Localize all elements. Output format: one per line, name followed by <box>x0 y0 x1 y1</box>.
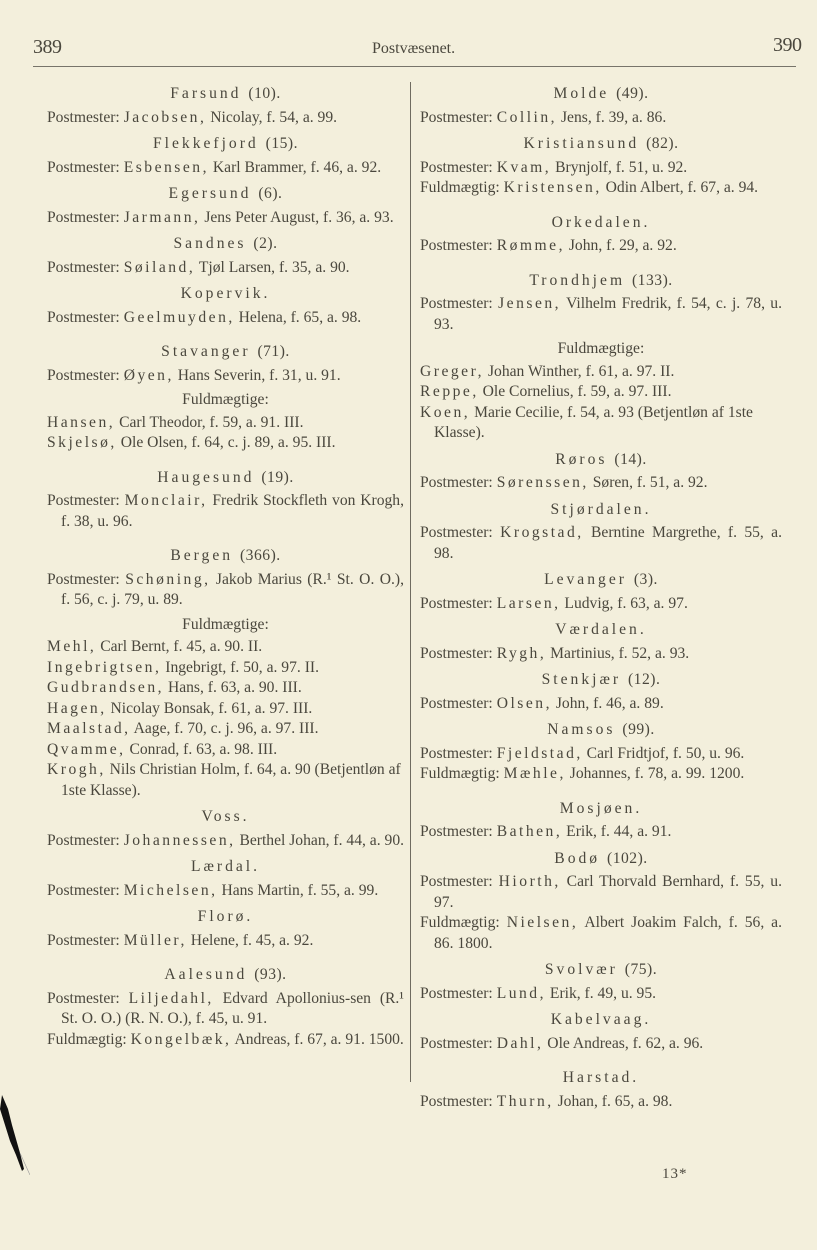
place-count: (14). <box>614 450 647 468</box>
surname: Ingebrigtsen, <box>47 658 162 676</box>
staff-entry <box>47 308 404 329</box>
post-office-section <box>420 799 782 843</box>
place-name: Orkedalen. <box>551 213 651 231</box>
right-column <box>420 84 782 1118</box>
entry-details: Jens Peter August, f. 36, a. 93. <box>200 208 394 226</box>
staff-entry <box>47 931 404 952</box>
role-label: Postmester: <box>47 570 120 588</box>
place-heading <box>420 570 782 591</box>
place-count: (133). <box>631 271 673 289</box>
place-count: (19). <box>261 468 294 486</box>
surname: Jensen, <box>498 295 562 312</box>
clerk-entry <box>47 740 404 761</box>
place-heading <box>47 84 404 105</box>
entry-details: Erik, f. 44, a. 91. <box>562 823 672 840</box>
place-heading <box>47 807 404 828</box>
role-label: Fuldmægtig: <box>420 179 500 196</box>
post-office-section <box>420 1068 782 1112</box>
post-office-section <box>47 284 404 328</box>
subheading-clerks: Fuldmægtige: <box>182 615 269 633</box>
place-heading <box>420 960 782 981</box>
role-label: Postmester: <box>420 694 493 712</box>
clerk-entry <box>47 637 404 658</box>
column-divider <box>410 82 411 1082</box>
entry-details: Carl Thorvald Bernhard, f. 55, u. 97. <box>434 873 783 911</box>
place-count: (366). <box>239 547 281 564</box>
post-office-section <box>420 500 782 565</box>
staff-entry <box>47 208 404 229</box>
post-office-section <box>47 134 404 178</box>
role-label: Postmester: <box>420 1092 493 1110</box>
clerk-entry <box>47 433 404 454</box>
role-label: Fuldmægtig: <box>47 1030 127 1048</box>
entry-details: Conrad, f. 63, a. 98. III. <box>125 740 278 758</box>
place-name: Voss. <box>201 808 250 825</box>
entry-details: Berntine Margrethe, f. 55, a. 98. <box>434 524 782 562</box>
place-name: Stavanger <box>161 343 251 360</box>
surname: Dahl, <box>496 1034 544 1052</box>
place-heading <box>420 1068 782 1089</box>
entry-details: Marie Cecilie, f. 54, a. 93 (Betjentløn af 1ste Klasse). <box>434 403 753 441</box>
header-rule <box>33 66 796 67</box>
entry-details: Carl Fridtjof, f. 50, u. 96. <box>582 744 745 762</box>
staff-entry <box>420 178 782 199</box>
place-heading <box>47 546 404 567</box>
place-heading <box>420 1010 782 1031</box>
role-label: Postmester: <box>47 931 120 949</box>
role-label: Postmester: <box>420 744 493 762</box>
place-count: (12). <box>627 671 661 688</box>
subheading-clerks: Fuldmægtige: <box>557 340 645 357</box>
entry-details: Brynjolf, f. 51, u. 92. <box>551 158 688 176</box>
place-heading <box>47 134 404 155</box>
role-label: Postmester: <box>420 823 493 840</box>
staff-entry <box>420 1034 782 1055</box>
surname: Krogstad, <box>500 524 584 541</box>
surname: Thurn, <box>496 1092 554 1110</box>
surname: Hagen, <box>47 699 107 717</box>
role-label: Postmester: <box>47 989 120 1007</box>
entry-details: Ole Andreas, f. 62, a. 96. <box>543 1034 704 1052</box>
place-heading <box>47 907 404 928</box>
place-name: Florø. <box>197 908 254 925</box>
role-label: Postmester: <box>420 237 493 254</box>
place-count: (10). <box>248 85 281 102</box>
role-label: Fuldmægtig: <box>420 765 500 782</box>
post-office-section <box>47 857 404 901</box>
entry-details: Ludvig, f. 63, a. 97. <box>560 594 688 612</box>
place-count: (3). <box>633 571 658 588</box>
entry-details: Johannes, f. 78, a. 99. 1200. <box>565 765 745 782</box>
staff-entry <box>47 158 404 179</box>
surname: Sørenssen, <box>496 474 589 491</box>
surname: Rømme, <box>496 237 565 254</box>
page-number-left: 389 <box>33 36 62 58</box>
entry-details: Søren, f. 51, a. 92. <box>588 474 708 491</box>
place-count: (99). <box>622 721 655 738</box>
place-heading <box>420 670 782 691</box>
surname: Liljedahl, <box>128 989 214 1007</box>
post-office-section <box>420 271 782 444</box>
entry-details: Carl Bernt, f. 45, a. 90. II. <box>96 638 263 655</box>
surname: Jarmann, <box>123 208 201 226</box>
post-office-section <box>47 807 404 851</box>
staff-entry <box>47 570 404 611</box>
place-heading <box>47 342 404 363</box>
surname: Mæhle, <box>503 765 566 782</box>
surname: Lund, <box>496 984 547 1002</box>
entry-details: Nicolay, f. 54, a. 99. <box>206 108 338 126</box>
place-name: Bergen <box>170 547 234 564</box>
role-label: Postmester: <box>47 258 120 276</box>
place-count: (71). <box>257 343 290 360</box>
place-name: Mosjøen. <box>559 799 643 817</box>
entry-details: Karl Brammer, f. 46, a. 92. <box>208 158 382 176</box>
clerk-entry <box>420 403 782 444</box>
role-label: Postmester: <box>420 158 493 176</box>
surname: Gudbrandsen, <box>47 679 165 696</box>
place-heading <box>420 849 782 870</box>
staff-entry <box>420 822 782 843</box>
post-office-section <box>47 184 404 228</box>
staff-entry <box>420 523 782 564</box>
post-office-section <box>47 84 404 128</box>
entry-details: Nicolay Bonsak, f. 61, a. 97. III. <box>106 699 313 717</box>
post-office-section <box>47 342 404 454</box>
role-label: Postmester: <box>420 984 493 1002</box>
place-heading <box>420 620 782 641</box>
surname: Larsen, <box>496 594 561 612</box>
staff-entry <box>47 366 404 387</box>
staff-entry <box>420 872 782 913</box>
surname: Øyen, <box>123 366 174 384</box>
role-label: Postmester: <box>420 594 493 612</box>
place-count: (82). <box>646 135 679 152</box>
entry-details: Aage, f. 70, c. j. 96, a. 97. III. <box>130 720 319 737</box>
entry-details: Berthel Johan, f. 44, a. 90. <box>235 831 405 849</box>
surname: Bathen, <box>496 823 563 840</box>
entry-details: Hans, f. 63, a. 90. III. <box>164 679 302 696</box>
place-heading <box>420 271 782 292</box>
place-name: Værdalen. <box>555 621 647 638</box>
surname: Koen, <box>420 403 471 421</box>
role-label: Postmester: <box>47 881 120 899</box>
surname: Qvamme, <box>47 740 126 758</box>
surname: Geelmuyden, <box>123 308 235 326</box>
place-name: Flekkefjord <box>152 135 259 152</box>
surname: Collin, <box>496 108 558 126</box>
entry-details: Johan Winther, f. 61, a. 97. II. <box>484 362 675 380</box>
clerk-entry <box>47 719 404 740</box>
surname: Maalstad, <box>47 720 131 737</box>
staff-entry <box>420 236 782 257</box>
staff-entry <box>47 108 404 129</box>
page-header <box>33 30 802 70</box>
place-name: Svolvær <box>544 961 618 978</box>
place-count: (2). <box>253 235 278 252</box>
entry-details: Odin Albert, f. 67, a. 94. <box>601 179 759 196</box>
post-office-section <box>47 468 404 533</box>
role-label: Postmester: <box>47 158 120 176</box>
role-label: Postmester: <box>420 524 493 541</box>
entry-details: Andreas, f. 67, a. 91. 1500. <box>231 1030 404 1048</box>
place-name: Egersund <box>168 185 252 202</box>
surname: Kvam, <box>496 158 552 176</box>
clerk-entry <box>47 658 404 679</box>
entry-details: Vilhelm Fredrik, f. 54, c. j. 78, u. 93. <box>434 295 783 333</box>
role-label: Postmester: <box>420 644 493 662</box>
surname: Krogh, <box>47 761 106 778</box>
entry-details: Martinius, f. 52, a. 93. <box>546 644 690 662</box>
surname: Hansen, <box>47 413 116 431</box>
entry-details: Hans Martin, f. 55, a. 99. <box>217 881 379 899</box>
role-label: Postmester: <box>47 492 120 509</box>
post-office-section <box>420 1010 782 1054</box>
role-label: Fuldmægtig: <box>420 914 500 931</box>
entry-details: Ingebrigt, f. 50, a. 97. II. <box>161 658 319 676</box>
surname: Kongelbæk, <box>130 1030 232 1048</box>
clerk-entry <box>47 760 404 801</box>
staff-entry <box>47 989 404 1030</box>
place-name: Kristiansund <box>523 135 640 152</box>
place-count: (15). <box>265 135 299 152</box>
subheading-clerks: Fuldmægtige: <box>182 391 269 408</box>
surname: Greger, <box>420 362 485 380</box>
place-heading <box>47 468 404 489</box>
surname: Olsen, <box>496 694 552 712</box>
post-office-section <box>420 450 782 494</box>
role-label: Postmester: <box>47 366 120 384</box>
surname: Skjelsø, <box>47 434 117 451</box>
place-name: Bodø <box>554 849 601 867</box>
entry-details: Ole Olsen, f. 64, c. j. 89, a. 95. III. <box>116 434 336 451</box>
place-count: (6). <box>258 185 283 202</box>
place-name: Lærdal. <box>190 858 261 875</box>
entry-details: Albert Joakim Falch, f. 56, a. 86. 1800. <box>434 914 782 952</box>
staff-entry <box>47 258 404 279</box>
post-office-section <box>420 849 782 955</box>
post-office-section <box>420 960 782 1004</box>
surname: Rygh, <box>496 644 547 662</box>
entry-details: Carl Theodor, f. 59, a. 91. III. <box>115 413 304 431</box>
surname: Søiland, <box>123 258 196 276</box>
place-name: Molde <box>553 85 610 102</box>
post-office-section <box>420 570 782 614</box>
post-office-section <box>420 620 782 664</box>
surname: Johannessen, <box>123 831 236 849</box>
place-name: Kopervik. <box>180 285 271 302</box>
entry-details: Hans Severin, f. 31, u. 91. <box>173 366 341 384</box>
staff-entry <box>420 473 782 494</box>
role-label: Postmester: <box>420 873 493 890</box>
staff-entry <box>420 984 782 1005</box>
place-name: Røros <box>555 450 608 468</box>
place-heading <box>47 234 404 255</box>
place-name: Stjørdalen. <box>550 500 652 518</box>
post-office-section <box>420 720 782 785</box>
clerk-entry <box>420 382 782 403</box>
surname: Schøning, <box>125 570 211 588</box>
staff-entry <box>420 913 782 954</box>
surname: Fjeldstad, <box>496 744 583 762</box>
post-office-section <box>47 546 404 801</box>
place-heading <box>420 799 782 820</box>
clerk-entry <box>47 678 404 699</box>
place-heading <box>47 857 404 878</box>
post-office-section <box>47 907 404 951</box>
staff-entry <box>420 108 782 129</box>
staff-entry <box>420 594 782 615</box>
staff-entry <box>420 1092 782 1113</box>
surname: Michelsen, <box>123 881 218 899</box>
place-count: (93). <box>254 966 287 983</box>
place-count: (75). <box>624 961 658 978</box>
place-name: Namsos <box>547 721 616 738</box>
place-heading <box>420 500 782 521</box>
staff-entry <box>420 744 782 765</box>
entry-details: Johan, f. 65, a. 98. <box>553 1092 673 1110</box>
entry-details: Fredrik Stockfleth von Krogh, f. 38, u. 96. <box>61 492 404 530</box>
page-number-right: 390 <box>773 34 802 56</box>
staff-entry <box>420 294 782 335</box>
place-name: Sandnes <box>173 235 247 252</box>
role-label: Postmester: <box>47 308 120 326</box>
clerk-entry <box>47 413 404 434</box>
place-heading <box>47 284 404 305</box>
entry-details: Edvard Apollonius-sen (R.¹ St. O. O.) (R. N. O.), f. 45, u. 91. <box>61 989 404 1027</box>
staff-entry <box>47 831 404 852</box>
entry-details: Helena, f. 65, a. 98. <box>234 308 362 326</box>
place-name: Farsund <box>170 85 242 102</box>
entry-details: Tjøl Larsen, f. 35, a. 90. <box>195 258 350 276</box>
entry-details: John, f. 29, a. 92. <box>564 237 677 254</box>
place-name: Trondhjem <box>529 271 626 289</box>
post-office-section <box>420 213 782 257</box>
role-label: Postmester: <box>420 295 493 312</box>
entry-details: Erik, f. 49, u. 95. <box>546 984 657 1002</box>
entry-details: Jens, f. 39, a. 86. <box>557 108 667 126</box>
role-label: Postmester: <box>47 208 120 226</box>
role-label: Postmester: <box>47 108 120 126</box>
entry-details: Jakob Marius (R.¹ St. O. O.), f. 56, c. j. 79, u. 89. <box>61 570 404 608</box>
post-office-section <box>420 670 782 714</box>
place-heading <box>47 965 404 986</box>
entry-details: Ole Cornelius, f. 59, a. 97. III. <box>478 383 672 400</box>
surname: Nielsen, <box>506 914 579 931</box>
place-heading <box>420 84 782 105</box>
place-name: Levanger <box>544 571 627 588</box>
place-heading <box>420 213 782 234</box>
running-title: Postvæsenet. <box>372 40 456 57</box>
place-name: Aalesund <box>164 966 248 983</box>
surname: Reppe, <box>420 383 479 400</box>
staff-entry <box>47 491 404 532</box>
place-name: Harstad. <box>562 1069 640 1086</box>
clerk-entry <box>420 362 782 383</box>
entry-details: Helene, f. 45, a. 92. <box>186 931 314 949</box>
surname: Hiorth, <box>498 873 561 890</box>
place-name: Stenkjær <box>541 671 622 688</box>
entry-details: Nils Christian Holm, f. 64, a. 90 (Betjentløn af 1ste Klasse). <box>61 761 401 799</box>
place-heading <box>420 450 782 471</box>
surname: Müller, <box>123 931 187 949</box>
staff-entry <box>47 1030 404 1051</box>
place-heading <box>420 720 782 741</box>
role-label: Postmester: <box>420 1034 493 1052</box>
place-name: Kabelvaag. <box>550 1011 652 1028</box>
role-label: Postmester: <box>420 474 493 491</box>
surname: Jacobsen, <box>123 108 207 126</box>
role-label: Postmester: <box>420 108 493 126</box>
page-tear-mark <box>0 1095 30 1175</box>
staff-entry <box>420 764 782 785</box>
staff-entry <box>47 881 404 902</box>
surname: Kristensen, <box>503 179 602 196</box>
signature-mark: 13* <box>662 1166 688 1182</box>
clerk-entry <box>47 699 404 720</box>
staff-entry <box>420 158 782 179</box>
staff-entry <box>420 694 782 715</box>
place-name: Haugesund <box>157 468 255 486</box>
left-column <box>47 84 404 1056</box>
surname: Esbensen, <box>123 158 209 176</box>
post-office-section <box>47 234 404 278</box>
surname: Monclair, <box>124 492 208 509</box>
place-heading <box>47 184 404 205</box>
post-office-section <box>420 84 782 128</box>
place-count: (102). <box>607 849 648 867</box>
staff-entry <box>420 644 782 665</box>
place-heading <box>420 134 782 155</box>
entry-details: John, f. 46, a. 89. <box>551 694 664 712</box>
post-office-section <box>420 134 782 199</box>
role-label: Postmester: <box>47 831 120 849</box>
surname: Mehl, <box>47 638 97 655</box>
post-office-section <box>47 965 404 1050</box>
place-count: (49). <box>616 85 649 102</box>
